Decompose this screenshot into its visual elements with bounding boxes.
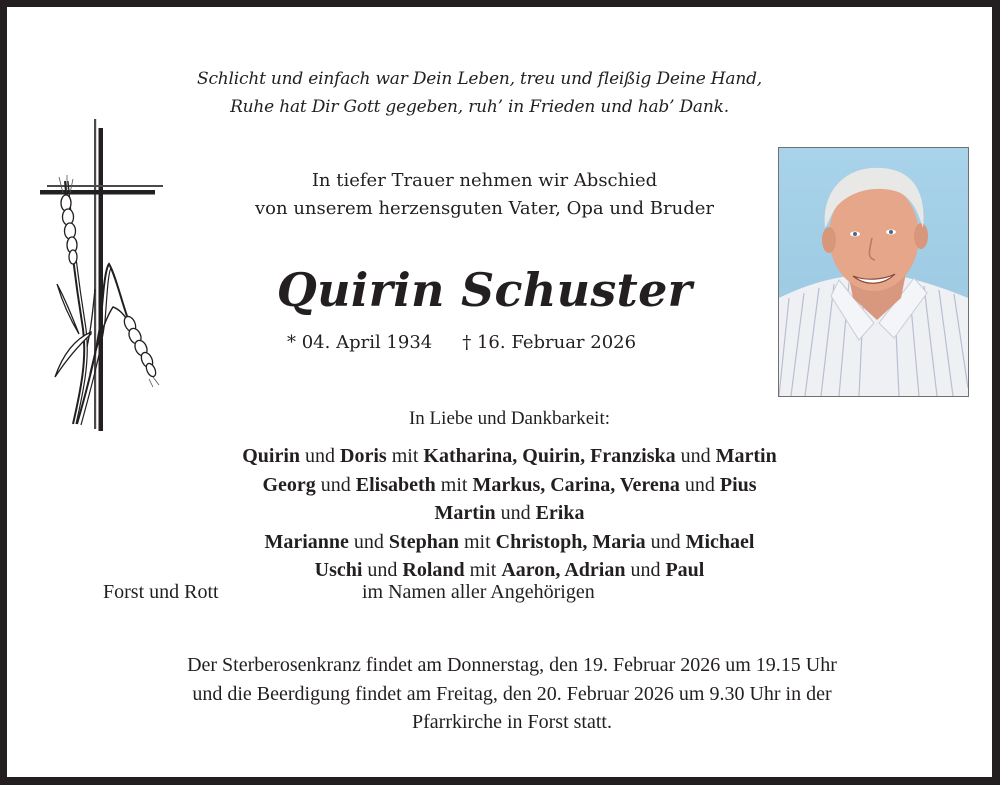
connector-text: und	[300, 445, 341, 467]
connector-text: und	[348, 530, 389, 553]
verse-line-2: Ruhe hat Dir Gott gegeben, ruh’ in Frieden und hab’ Dank.	[230, 97, 729, 117]
mourners-heading: In Liebe und Dankbarkeit:	[408, 408, 610, 429]
service-line-1: Der Sterberosenkranz findet am Donnerstag, den 19. Februar 2026 um 19.15 Uhr	[187, 654, 837, 676]
connector-text: mit	[464, 559, 502, 581]
birth-date: * 04. April 1934	[287, 332, 433, 353]
mourner-name: Christoph, Maria	[495, 530, 646, 553]
mourner-name: Erika	[535, 502, 585, 524]
mourner-line	[7, 442, 1000, 471]
connector-text: und	[675, 445, 716, 467]
connector-text: mit	[386, 445, 424, 467]
mourner-name: Georg	[262, 473, 316, 496]
memorial-verse	[7, 65, 952, 121]
mourner-name: Katharina, Quirin, Franziska	[423, 445, 676, 467]
service-information	[7, 651, 1000, 737]
mourner-name: Quirin	[242, 445, 301, 467]
connector-text: und	[645, 530, 686, 553]
portrait-photo	[778, 147, 969, 397]
service-line-3: Pfarrkirche in Forst statt.	[412, 711, 612, 733]
mourner-name: Elisabeth	[355, 473, 436, 496]
mourner-name: Uschi	[314, 559, 363, 581]
mourner-name: Martin	[715, 445, 777, 467]
mourner-name: Michael	[685, 530, 755, 553]
mourner-name: Marianne	[264, 530, 349, 553]
connector-text: und	[679, 473, 720, 496]
intro-line-2: von unserem herzensguten Vater, Opa und Bruder	[255, 198, 714, 219]
mourner-name: Aaron, Adrian	[501, 559, 626, 581]
connector-text: und	[315, 473, 356, 496]
mourner-name: Pius	[719, 473, 757, 496]
deceased-name: Quirin Schuster	[276, 263, 693, 317]
closing-phrase: im Namen aller Angehörigen	[362, 581, 595, 603]
service-line-2: und die Beerdigung findet am Freitag, den 20. Februar 2026 um 9.30 Uhr in der	[192, 682, 832, 705]
mourner-name: Paul	[665, 559, 705, 581]
mourners-list	[7, 442, 1000, 585]
mourner-name: Stephan	[388, 530, 459, 553]
connector-text: und	[495, 502, 536, 524]
place-names: Forst und Rott	[103, 581, 219, 603]
mourner-line	[7, 471, 1000, 500]
obituary-notice	[7, 7, 992, 777]
connector-text: mit	[458, 530, 496, 553]
mourner-line	[7, 528, 1000, 557]
mourner-name: Martin	[434, 502, 496, 524]
verse-line-1: Schlicht und einfach war Dein Leben, treu und fleißig Deine Hand,	[197, 69, 762, 89]
mourner-name: Roland	[402, 559, 465, 581]
mourner-name: Markus, Carina, Verena	[472, 473, 680, 496]
intro-line-1: In tiefer Trauer nehmen wir Abschied	[311, 170, 658, 191]
mourner-name: Doris	[340, 445, 387, 467]
connector-text: mit	[435, 473, 473, 496]
connector-text: und	[625, 559, 666, 581]
life-dates	[287, 331, 636, 355]
death-date: † 16. Februar 2026	[462, 332, 637, 353]
connector-text: und	[362, 559, 403, 581]
mourner-line	[7, 499, 1000, 528]
